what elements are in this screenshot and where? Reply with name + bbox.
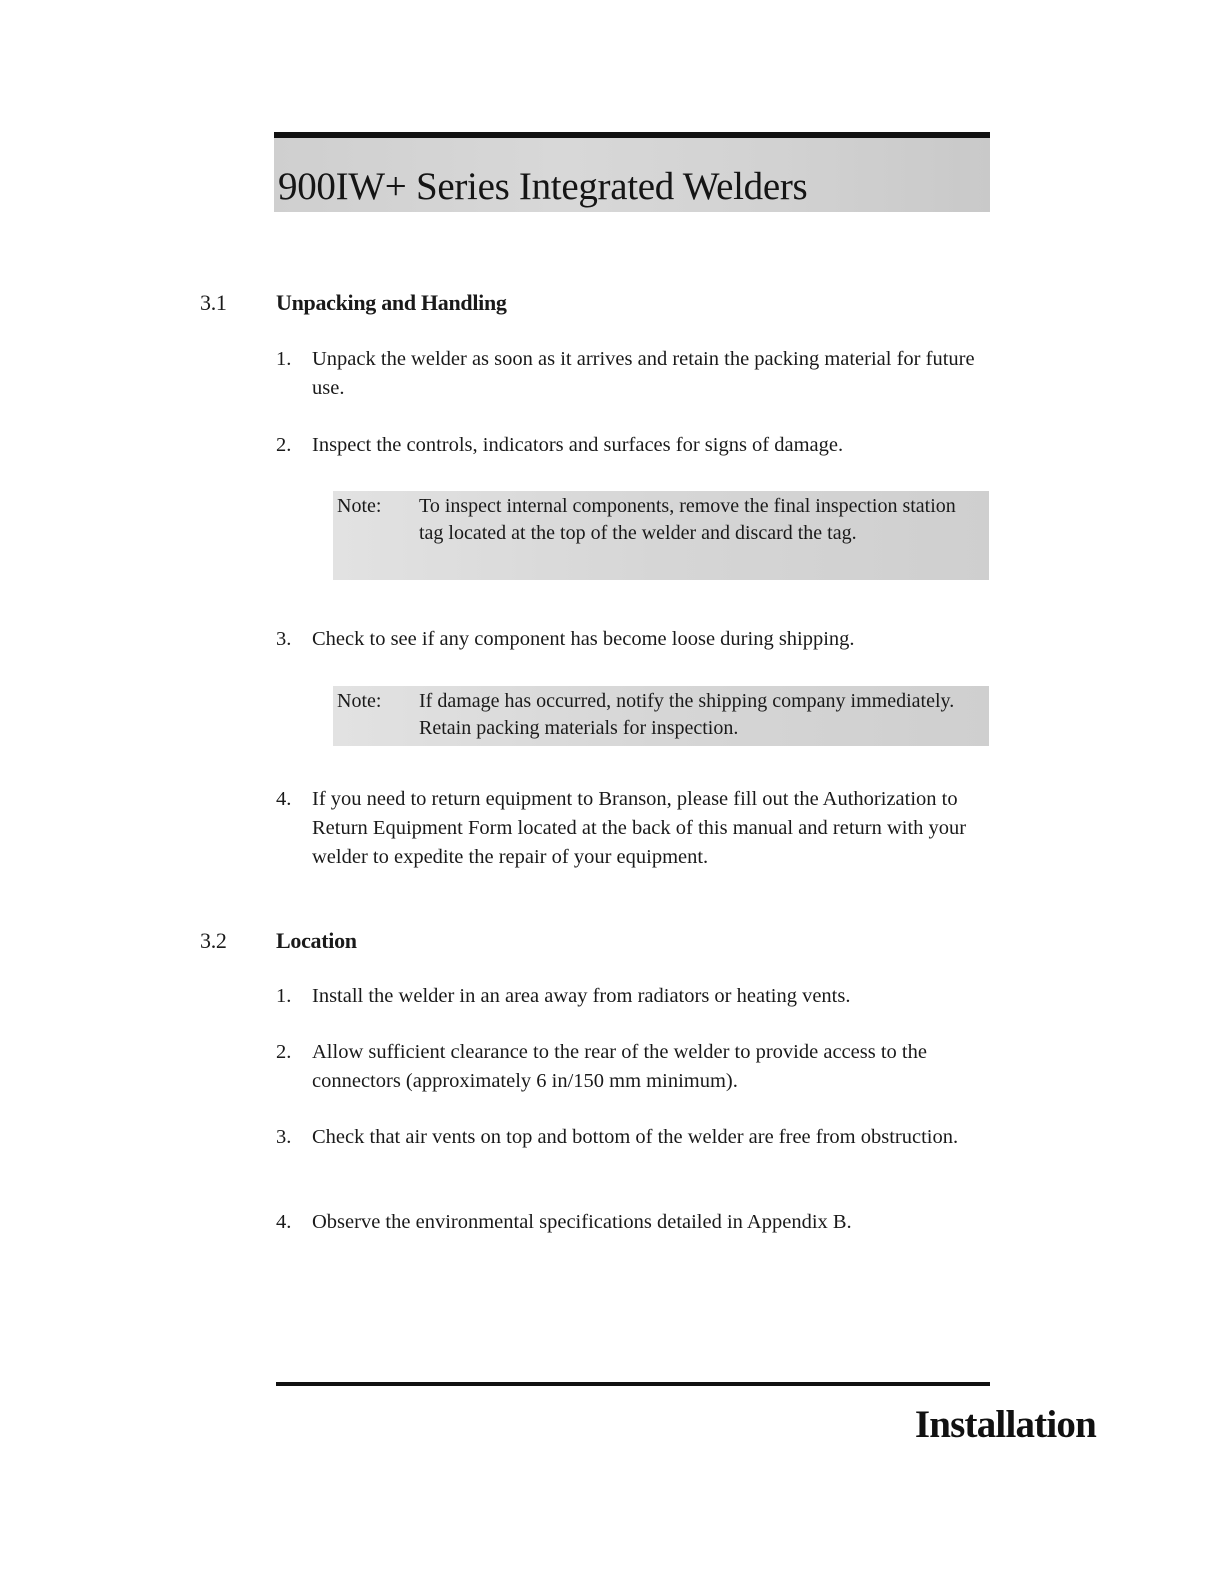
section-number: 3.2 bbox=[200, 928, 227, 953]
item-text: Allow sufficient clearance to the rear of the welder to provide access to the connectors (approximately 6 in/150 mm minimum). bbox=[312, 1041, 927, 1092]
list-item bbox=[276, 1123, 996, 1152]
list-item bbox=[276, 1208, 996, 1237]
document-title: 900IW+ Series Integrated Welders bbox=[278, 165, 808, 208]
item-text: Observe the environmental specifications detailed in Appendix B. bbox=[312, 1211, 852, 1233]
item-number: 4. bbox=[276, 1211, 292, 1233]
item-number: 4. bbox=[276, 788, 292, 810]
chapter-title: Installation bbox=[914, 1403, 1096, 1446]
section-heading-location bbox=[200, 928, 357, 954]
item-number: 2. bbox=[276, 1041, 292, 1063]
note-box-damage bbox=[333, 686, 989, 746]
note-text: To inspect internal components, remove the final inspection station tag located at the top of the welder and discard the tag. bbox=[419, 495, 956, 544]
item-number: 3. bbox=[276, 1126, 292, 1148]
list-item bbox=[276, 1038, 996, 1096]
section-title: Location bbox=[276, 928, 357, 953]
note-label: Note: bbox=[337, 690, 382, 712]
item-number: 3. bbox=[276, 628, 292, 650]
item-text: Install the welder in an area away from radiators or heating vents. bbox=[312, 985, 851, 1007]
list-item bbox=[276, 785, 996, 872]
item-text: If you need to return equipment to Branson, please fill out the Authorization to Return Equipment Form located at the back of this manual and return with your welder to expedite the repair of your equipment. bbox=[312, 788, 967, 868]
item-number: 1. bbox=[276, 985, 292, 1007]
section-number: 3.1 bbox=[200, 290, 227, 315]
note-text: If damage has occurred, notify the shipping company immediately. Retain packing materials for inspection. bbox=[419, 690, 955, 739]
list-item bbox=[276, 982, 996, 1011]
item-number: 1. bbox=[276, 348, 292, 370]
list-item bbox=[276, 625, 996, 654]
item-number: 2. bbox=[276, 434, 292, 456]
note-label: Note: bbox=[337, 495, 382, 517]
note-box-inspection bbox=[333, 491, 989, 580]
item-text: Inspect the controls, indicators and surfaces for signs of damage. bbox=[312, 434, 844, 456]
list-item bbox=[276, 431, 996, 460]
footer-rule bbox=[276, 1382, 990, 1386]
section-title: Unpacking and Handling bbox=[276, 290, 507, 315]
section-heading-unpacking bbox=[200, 290, 507, 316]
list-item bbox=[276, 345, 996, 403]
item-text: Unpack the welder as soon as it arrives and retain the packing material for future use. bbox=[312, 348, 975, 399]
item-text: Check to see if any component has become loose during shipping. bbox=[312, 628, 855, 650]
item-text: Check that air vents on top and bottom of the welder are free from obstruction. bbox=[312, 1126, 959, 1148]
